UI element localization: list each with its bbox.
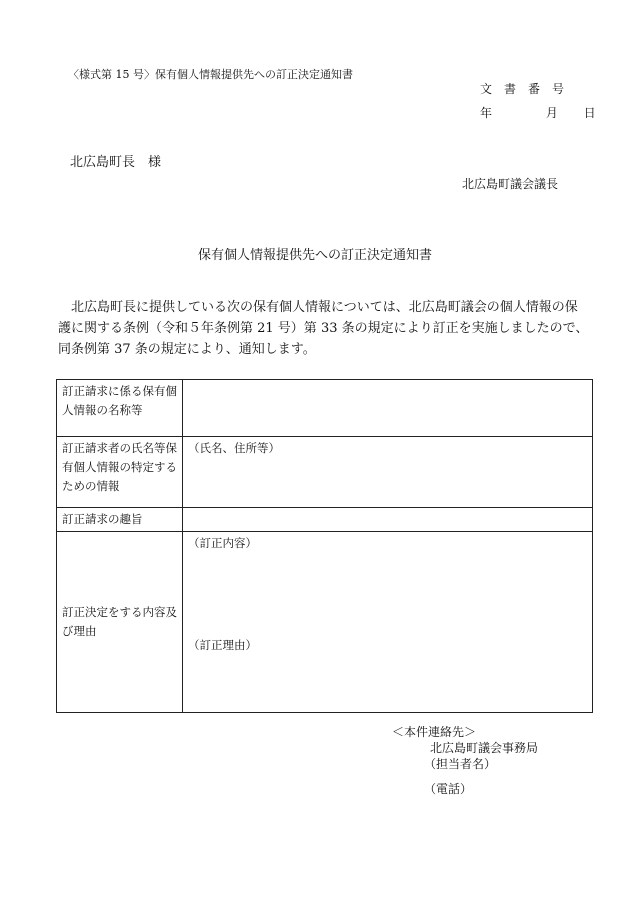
body-paragraph: 北広島町長に提供している次の保有個人情報については、北広島町議会の個人情報の保護に関する条例（令和５年条例第 21 号）第 33 条の規定により訂正を実施しましたので、同条例第 37 条の規定により、通知します。 (58, 300, 589, 357)
decision-label: 訂正決定をする内容及び理由 (57, 532, 183, 713)
contact-organization: 北広島町議会事務局 (430, 741, 539, 755)
requester-info-value: （氏名、住所等） (183, 437, 593, 508)
table-row (57, 380, 593, 437)
table-row (57, 437, 593, 508)
date-line (480, 104, 596, 121)
decision-value (183, 532, 593, 713)
notice-form-table (56, 379, 593, 713)
contact-block (392, 724, 538, 797)
date-day: 日 (583, 106, 596, 120)
correction-content: （訂正内容） (188, 536, 257, 550)
sender: 北広島町議会議長 (462, 177, 559, 191)
request-purpose-value (183, 508, 593, 532)
addressee: 北広島町長 様 (70, 155, 162, 170)
request-purpose-label: 訂正請求の趣旨 (57, 508, 183, 532)
date-month: 月 (545, 106, 558, 120)
requester-info-label: 訂正請求者の氏名等保有個人情報の特定するための情報 (57, 437, 183, 508)
document-number: 文書番号 (480, 82, 577, 96)
form-number-label: 〈様式第 15 号〉保有個人情報提供先への訂正決定通知書 (68, 68, 353, 81)
contact-phone: （電話） (424, 782, 473, 796)
table-row (57, 508, 593, 532)
body-text (58, 297, 590, 360)
record-name-value (183, 380, 593, 437)
correction-reason: （訂正理由） (188, 638, 257, 652)
record-name-label: 訂正請求に係る保有個人情報の名称等 (57, 380, 183, 437)
document-title: 保有個人情報提供先への訂正決定通知書 (197, 248, 432, 263)
contact-person: （担当者名） (424, 757, 497, 771)
contact-heading: ＜本件連絡先＞ (392, 725, 477, 739)
date-year: 年 (480, 106, 493, 120)
table-row (57, 532, 593, 713)
